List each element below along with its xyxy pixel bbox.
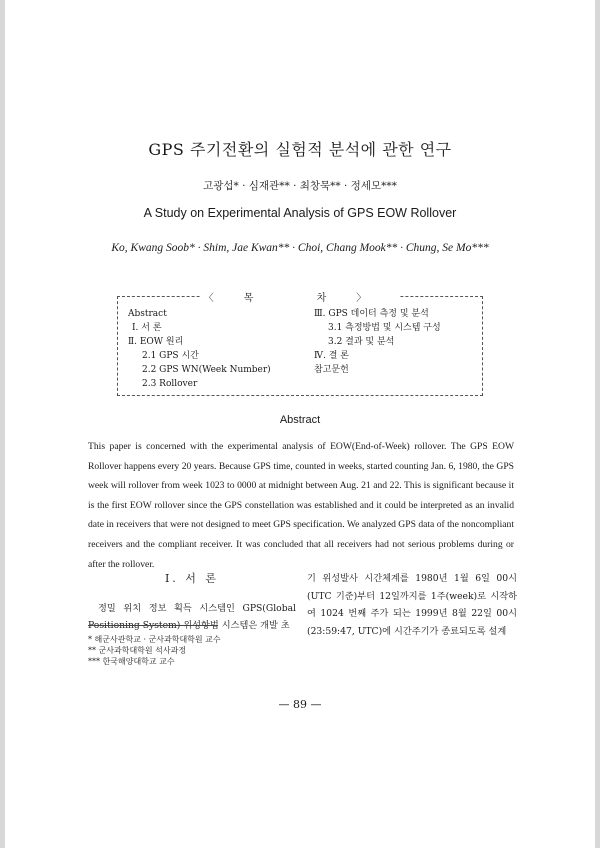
toc-item: 2.3 Rollover — [142, 379, 198, 389]
toc-right-column — [314, 307, 441, 377]
toc-item: Ⅰ. 서 론 — [132, 323, 162, 333]
paper-title-korean: GPS 주기전환의 실험적 분석에 관한 연구 — [148, 140, 452, 159]
toc-item: Ⅲ. GPS 데이터 측정 및 분석 — [314, 309, 429, 319]
toc-item: 2.2 GPS WN(Week Number) — [142, 365, 271, 375]
toc-item: 3.2 결과 및 분석 — [328, 337, 395, 347]
intro-paragraph-right: 기 위성발사 시간체계를 1980년 1월 6일 00시(UTC 기준)부터 12일까지를 1주(week)로 시작하여 1024 번째 주가 되는 1999년 8월 22일 00시(23:59:47, UTC)에 시간주기가 종료되도록 설계 — [307, 573, 517, 637]
intro-paragraph-left: 정밀 위치 정보 획득 시스템인 GPS(Global Positioning System) 위성항법 시스템은 개발 초 — [88, 602, 296, 631]
footnotes — [88, 634, 318, 667]
toc-item: 참고문헌 — [314, 365, 349, 375]
toc-item: Ⅳ. 결 론 — [314, 351, 349, 361]
toc-item: 3.1 측정방법 및 시스템 구성 — [328, 323, 441, 333]
paper-title-english: A Study on Experimental Analysis of GPS EOW Rollover — [143, 206, 457, 220]
abstract-body: This paper is concerned with the experimental analysis of EOW(End-of-Week) rollover. The GPS EOW Rollover happens every 20 years. Because GPS time, counted in weeks, started counting Jan. 6, 1980, the GPS week will rollover from week 1023 to 0000 at midnight between Aug. 21 and 22. This is significant because it is the first EOW rollover since the GPS constellation was established and it could be interpreted as an invalid date in receivers that were not designed to meet GPS specification. We analyzed GPS data of the noncompliant receivers and the compliant receiver. It was concluded that all receivers had not serious problems during or after the rollover. — [88, 441, 514, 570]
authors-english: Ko, Kwang Soob* · Shim, Jae Kwan** · Choi, Chang Mook** · Chung, Se Mo*** — [111, 242, 489, 254]
footnote-divider — [88, 625, 218, 626]
page-number: — 89 — — [278, 698, 322, 711]
toc-left-column — [128, 307, 271, 391]
authors-korean: 고광섭* · 심재관** · 최창묵** · 정세모*** — [203, 180, 397, 192]
footnote-item: *** 한국해양대학교 교수 — [88, 657, 175, 666]
toc-item: 2.1 GPS 시간 — [142, 351, 199, 361]
toc-heading: 〈목 차〉 — [118, 289, 482, 304]
footnote-item: * 해군사관학교 · 군사과학대학원 교수 — [88, 635, 221, 644]
toc-item: Ⅱ. EOW 원리 — [128, 337, 184, 347]
abstract-heading: Abstract — [279, 414, 321, 426]
intro-right-column — [307, 570, 517, 640]
toc-item: Abstract — [128, 309, 167, 319]
section-title-introduction: Ⅰ. 서 론 — [164, 572, 220, 585]
footnote-item: ** 군사과학대학원 석사과정 — [88, 646, 187, 655]
table-of-contents — [117, 293, 483, 396]
